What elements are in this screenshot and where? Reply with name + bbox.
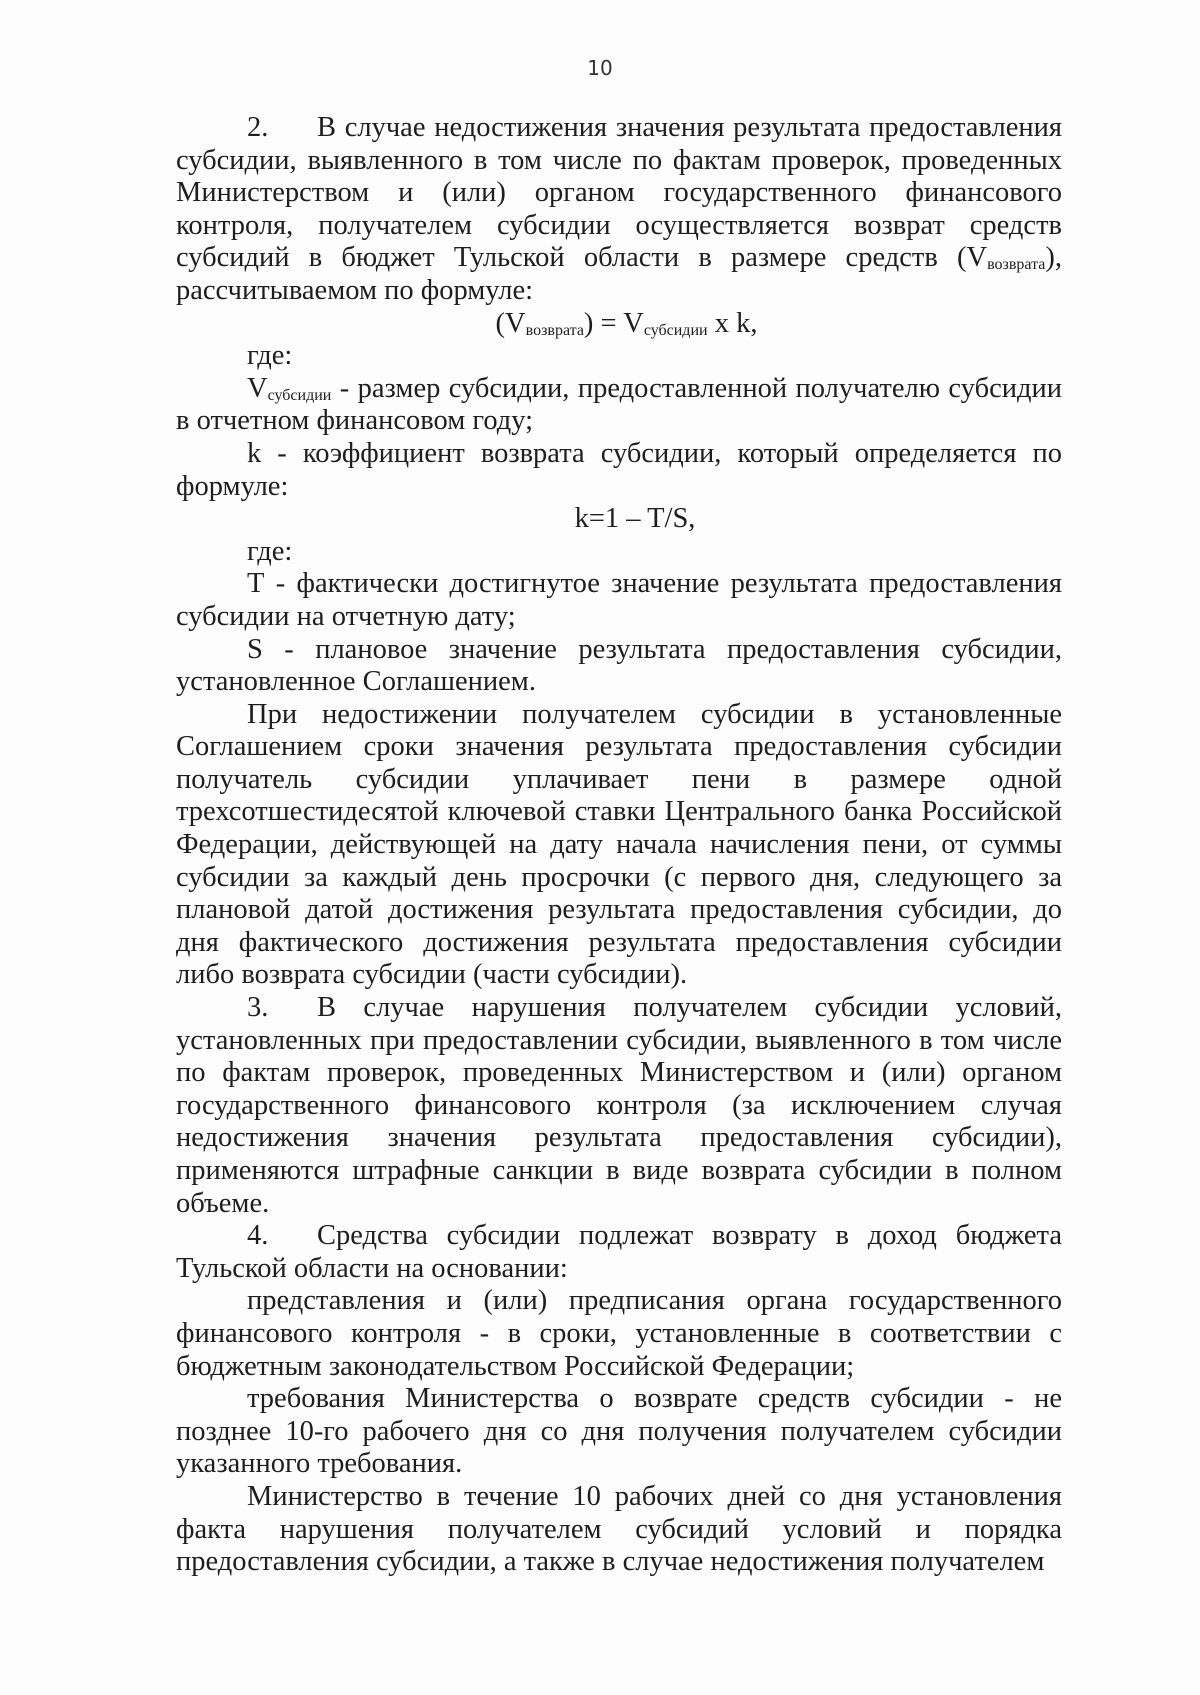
- formula-part: ) = V: [583, 307, 644, 339]
- basis-item-1: представления и (или) предписания органа государственного финансового контроля - в сроки, установленные в соответствии с бюджетным законодательством Российской Федерации;: [176, 1285, 1062, 1382]
- formula-part: x k,: [707, 307, 758, 339]
- paragraph-3: [176, 992, 1062, 1220]
- paragraph-text-end: ), рассчитываемом по формуле:: [176, 242, 1062, 306]
- paragraph-text: Средства субсидии подлежат возврату в доход бюджета Тульской области на основании:: [176, 1220, 1062, 1284]
- paragraph-2: [176, 112, 1062, 308]
- definition-k: k - коэффициент возврата субсидии, который определяется по формуле:: [176, 437, 1062, 502]
- subscript: возврата: [525, 321, 584, 339]
- subscript: субсидии: [643, 321, 708, 339]
- formula-part: (V: [495, 307, 526, 339]
- ministry-paragraph: Министерство в течение 10 рабочих дней со дня установления факта нарушения получателем субсидий условий и порядка предоставления субсидии, а также в случае недостижения получателем: [176, 1480, 1062, 1578]
- paragraph-4: [176, 1220, 1062, 1285]
- where-label: где:: [247, 535, 293, 567]
- subscript: возврата: [987, 256, 1046, 274]
- where-label: где:: [247, 340, 293, 372]
- paragraph-number: 3.: [247, 992, 269, 1024]
- definition-t: Т - фактически достигнутое значение результата предоставления субсидии на отчетную дату;: [176, 568, 1062, 632]
- paragraph-text: В случае нарушения получателем субсидии условий, установленных при предоставлении субсидии, выявленного в том числе по фактам проверок, проведенных Министерством и (или) органом государственного финансового контроля (за исключением случая недостижения значения результата предоставления субсидии), применяются штрафные санкции в виде возврата субсидии в полном объеме.: [176, 992, 1062, 1219]
- basis-item-2: требования Министерства о возврате средств субсидии - не позднее 10-го рабочего дня со дня получения получателем субсидии указанного требования.: [176, 1383, 1062, 1480]
- subscript: субсидии: [267, 386, 332, 404]
- variable: V: [247, 372, 268, 404]
- definition-v: [176, 373, 1062, 438]
- page-number: 10: [587, 56, 613, 80]
- definition-s: S - плановое значение результата предоставления субсидии, установленное Соглашением.: [176, 633, 1062, 698]
- penalty-paragraph: При недостижении получателем субсидии в установленные Соглашением сроки значения результата предоставления субсидии получатель субсидии уплачивает пени в размере одной трехсотшестидесятой ключевой ставки Центрального банка Российской Федерации, действующей на дату начала начисления пени, от суммы субсидии за каждый день просрочки (с первого дня, следующего за плановой датой достижения результата предоставления субсидии, до дня фактического достижения результата предоставления субсидии либо возврата субсидии (части субсидии).: [176, 698, 1062, 991]
- formula-k: k=1 – T/S,: [574, 503, 696, 535]
- paragraph-number: 2.: [247, 112, 269, 143]
- definition-text: - размер субсидии, предоставленной получателю субсидии в отчетном финансовом году;: [176, 372, 1062, 437]
- formula-return: [176, 308, 1062, 341]
- document-body: [176, 112, 1062, 1579]
- paragraph-text: В случае недостижения значения результата предоставления субсидии, выявленного в том числе по фактам проверок, проведенных Министерством и (или) органом государственного финансового контроля, получателем субсидии осуществляется возврат средств субсидий в бюджет Тульской области в размере средств (V: [176, 112, 1062, 274]
- paragraph-number: 4.: [247, 1220, 269, 1252]
